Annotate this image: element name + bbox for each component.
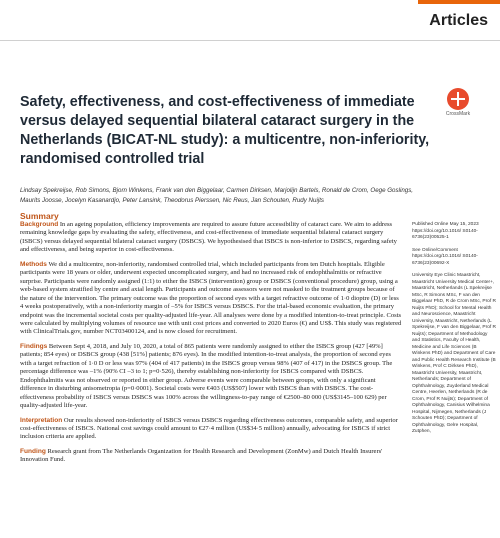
interpretation-paragraph — [20, 417, 402, 442]
comment-link[interactable]: See Online/Comment https://doi.org/10.1016/ S0140-6736(23)00692-X — [412, 247, 478, 266]
header-bar — [0, 0, 500, 40]
summary-body — [20, 221, 402, 471]
findings-lead: Findings — [20, 342, 48, 350]
background-paragraph — [20, 221, 402, 255]
findings-text: Between Sept 4, 2018, and July 10, 2020, a total of 865 patients were randomly assigned to either the ISBCS group (427 [49%] patients; 854 eyes) or DSBCS group (438 [51%] patients; 876 eyes). In the modified intention-to-treat analysis, the proportion of second eyes with a target refraction of 1·0 D or less was 97% (404 of 417 patients) in the ISBCS group versus 98% (407 of 417) in the DSBCS group. The percentage difference was –1% (90% CI –3 to 1; p=0·526), thereby establishing non-inferiority for ISBCS compared with DSBCS. Endophthalmitis was not observed or reported in either group. Adverse events were comparable between groups, with only a significant difference in disturbing anisometropia (p=0·0001). Societal costs were €403 (US$507) lower with ISBCS than with DSBCS. The cost-effectiveness probability of ISBCS versus DSBCS was 100% across the willingness-to-pay range of €2500–80 000 (US$3145–100 629) per quality-adjusted life-year. — [20, 342, 393, 410]
methods-paragraph — [20, 261, 402, 337]
crossmark-icon — [447, 88, 469, 110]
article-title: Safety, effectiveness, and cost-effectiveness of immediate versus delayed sequential bilateral cataract surgery in the Netherlands (BICAT-NL study): a multicentre, non-inferiority, randomised controlled trial — [20, 94, 430, 167]
publication-info[interactable]: Published Online May 15, 2023 https://doi.org/10.1016/ S0140-6736(23)00525-1 — [412, 222, 479, 240]
author-list: Lindsay Spekreijse, Rob Simons, Bjorn Winkens, Frank van den Biggelaar, Carmen Dirksen, Marjolijn Bartels, Ronald de Crom, Oege Goslings, Maurits Joosse, Jocelyn Kasanardjo, Peter Lansink, Theodorus Pierssen, Nic Reus, Jan Schouten, Rudy Nuijts — [20, 187, 414, 204]
crossmark-badge[interactable] — [444, 88, 472, 117]
interpretation-text: Our results showed non-inferiority of ISBCS versus DSBCS regarding effectiveness outcomes, comparable safety, and superior cost-effectiveness of ISBCS. National cost savings could amount to €27·4 million (US$34·5 million) annually, advocating for ISBCS if strict inclusion criteria are applied. — [20, 416, 398, 441]
header-divider — [0, 40, 500, 41]
funding-text: Research grant from The Netherlands Organization for Health Research and Development (ZonMw) and Dutch Health Insurers' Innovation Fund. — [20, 447, 383, 464]
background-text: In an ageing population, efficiency improvements are required to assure future accessibility of cataract care. We aim to address remaining knowledge gaps by evaluating the safety, effectiveness, and cost-effectiveness of immediate sequential bilateral cataract surgery (ISBCS) versus delayed sequential bilateral cataract surgery (DSBCS). We hypothesised that ISBCS is non-inferior to DSBCS, regarding safety and effectiveness, and being superior in cost-effectiveness. — [20, 221, 397, 254]
crossmark-label: CrossMark — [445, 111, 471, 117]
findings-paragraph — [20, 343, 402, 411]
background-lead: Background — [20, 221, 59, 228]
summary-heading: Summary — [20, 211, 59, 221]
methods-lead: Methods — [20, 260, 47, 268]
methods-text: We did a multicentre, non-inferiority, randomised controlled trial, which included participants from ten Dutch hospitals. Eligible participants were 18 years or older, underwent expected uncomplicated surgery, and had no increased risk of endophthalmitis or refractive surprise. Participants were randomly assigned (1:1) to either the ISBCS (intervention) group or DSBCS (conventional procedure) group, using a web-based system stratified by centre and axial length. Participants and outcome assessors were not masked to the treatment groups because of the nature of the intervention. The primary outcome was the proportion of second eyes with a target refractive outcome of 1·0 dioptre (D) or less 4 weeks postoperatively, with a non-inferiority margin of –5% for ISBCS versus DSBCS. For the trial-based economic evaluation, the primary endpoint was the incremental societal costs per quality-adjusted life-year. All analyses were done by a modified intention-to-treat principle. Costs were calculated by multiplying volumes of resource use with unit cost prices and converted to 2020 Euros (€) and US$. This study was registered with ClinicalTrials.gov, number NCT03400124, and is now closed for recruitment. — [20, 260, 402, 336]
header-accent-bar — [418, 0, 500, 4]
interpretation-lead: Interpretation — [20, 416, 63, 424]
sidebar — [412, 222, 496, 442]
section-label: Articles — [429, 12, 488, 29]
funding-paragraph — [20, 448, 402, 465]
funding-lead: Funding — [20, 447, 46, 455]
affiliations: University Eye Clinic Maastricht, Maastricht University Medical Center+, Maastricht, Netherlands (L Spekreijse MSc, R Simons MSc, F van den Biggelaar PhD, R de Crom MSc, Prof R Nuijts PhD); School for Mental Health and Neuroscience, Maastricht University, Maastricht, Netherlands (L Spekreijse, F van den Biggelaar, Prof R Nuijts); Department of Methodology and Statistics, Faculty of Health, Medicine and Life Sciences (B Winkens PhD) and Department of Care and Public Health Research Institute (B Winkens, Prof C Dirksen PhD), Maastricht University, Maastricht, Netherlands; Department of Ophthalmology, Zuyderland Medical Centre, Heerlen, Netherlands (R de Crom, Prof R Nuijts); Department of Ophthalmology, Canisius Wilhelmina Hospital, Nijmegen, Netherlands (J Schouten PhD); Department of Ophthalmology, Gelre Hospital, Zutphen, — [412, 273, 496, 434]
